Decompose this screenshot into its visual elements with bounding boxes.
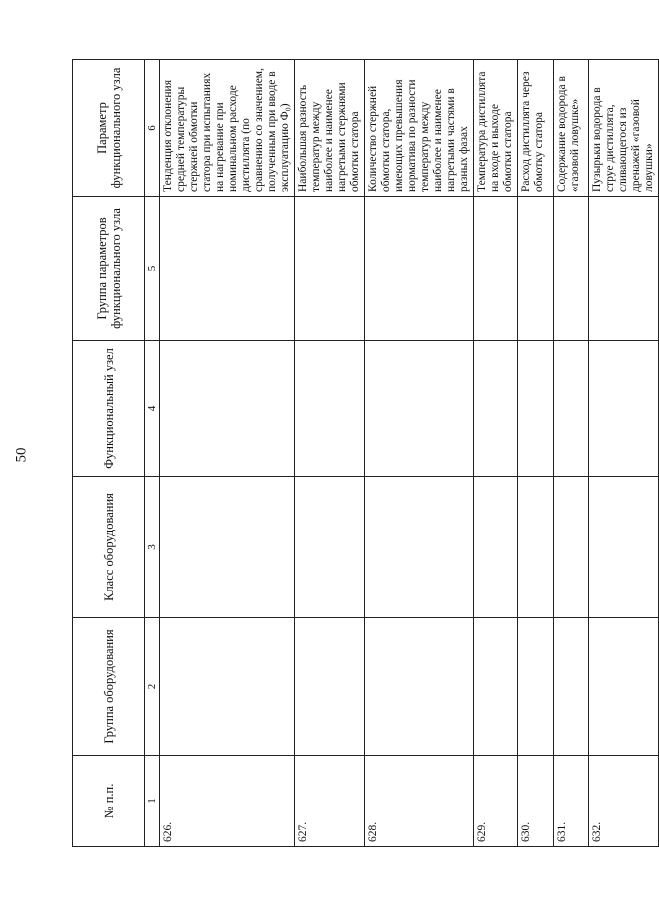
functional-node-cell [295, 341, 365, 477]
column-number: 1 [145, 756, 160, 847]
equipment-class-cell [554, 477, 589, 618]
table-row [295, 60, 365, 847]
row-number: 627. [295, 756, 365, 847]
header-functional-node: Функциональный узел [73, 341, 145, 477]
table-row [554, 60, 589, 847]
parameter-cell: Расход дистиллята через обмотку статора [518, 60, 554, 197]
rotated-table-container [72, 60, 655, 847]
row-number: 628. [365, 756, 474, 847]
parameter-cell: Наибольшая разность температур между наиболее и наименее нагретыми стержнями обмотки статора [295, 60, 365, 197]
equipment-class-cell [474, 477, 518, 618]
functional-node-cell [474, 341, 518, 477]
equipment-parameters-table [72, 59, 659, 847]
header-row-number: № п.п. [73, 756, 145, 847]
table-row [160, 60, 295, 847]
parameter-cell: Температура дистиллята на входе и выходе обмотки статора [474, 60, 518, 197]
table-row [474, 60, 518, 847]
header-parameter-group: Группа параметров функционального узла [73, 197, 145, 341]
equipment-group-cell [295, 618, 365, 756]
parameter-group-cell [365, 197, 474, 341]
equipment-group-cell [474, 618, 518, 756]
equipment-class-cell [160, 477, 295, 618]
equipment-class-cell [518, 477, 554, 618]
parameter-cell: Количество стержней обмотки статора, имеющих превышения норматива по разности температур между наиболее и наименее нагретыми частями в разных фазах [365, 60, 474, 197]
functional-node-cell [589, 341, 659, 477]
header-parameter: Параметр функционального узла [73, 60, 145, 197]
parameter-cell: Тенденция отклонения средней температуры стержней обмотки статора при испытаниях на нагревание при номинальном расходе дистиллята (по сравнению со значением, полученным при вводе в эксплуатацию Ф₀) [160, 60, 295, 197]
header-equipment-group: Группа оборудования [73, 618, 145, 756]
equipment-group-cell [365, 618, 474, 756]
parameter-group-cell [589, 197, 659, 341]
functional-node-cell [518, 341, 554, 477]
table-row [365, 60, 474, 847]
parameter-group-cell [518, 197, 554, 341]
page-number: 50 [13, 447, 30, 463]
header-equipment-class: Класс оборудования [73, 477, 145, 618]
equipment-group-cell [518, 618, 554, 756]
parameter-cell: Содержание водорода в «газовой ловушке» [554, 60, 589, 197]
column-number: 5 [145, 197, 160, 341]
equipment-group-cell [160, 618, 295, 756]
table-row [518, 60, 554, 847]
row-number: 629. [474, 756, 518, 847]
equipment-group-cell [554, 618, 589, 756]
column-number: 2 [145, 618, 160, 756]
equipment-group-cell [589, 618, 659, 756]
column-number: 3 [145, 477, 160, 618]
table-row [589, 60, 659, 847]
column-number-row [145, 60, 160, 847]
functional-node-cell [554, 341, 589, 477]
parameter-cell: Пузырьки водорода в струе дистиллята, сливающегося из дренажей «газовой ловушки» [589, 60, 659, 197]
column-number: 4 [145, 341, 160, 477]
row-number: 630. [518, 756, 554, 847]
functional-node-cell [160, 341, 295, 477]
equipment-class-cell [589, 477, 659, 618]
row-number: 632. [589, 756, 659, 847]
table-header-row [73, 60, 145, 847]
parameter-group-cell [474, 197, 518, 341]
equipment-class-cell [365, 477, 474, 618]
functional-node-cell [365, 341, 474, 477]
parameter-group-cell [160, 197, 295, 341]
row-number: 631. [554, 756, 589, 847]
parameter-group-cell [295, 197, 365, 341]
row-number: 626. [160, 756, 295, 847]
column-number: 6 [145, 60, 160, 197]
parameter-group-cell [554, 197, 589, 341]
equipment-class-cell [295, 477, 365, 618]
